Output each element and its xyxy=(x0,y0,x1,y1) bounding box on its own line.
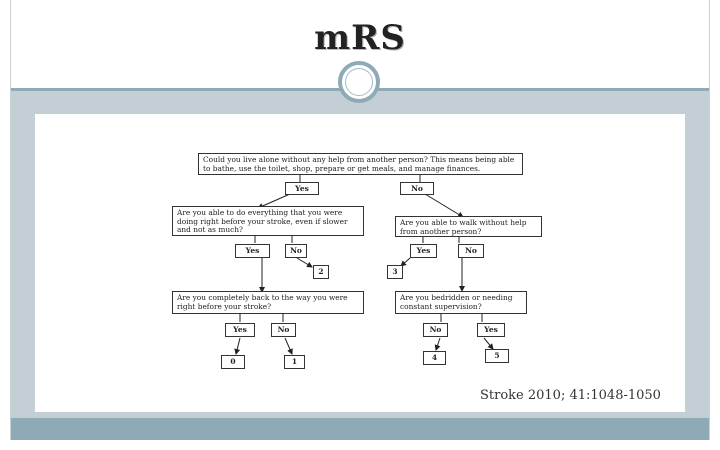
q4-yes-box: Yes xyxy=(225,323,255,337)
question-5-text: Are you bedridden or needing constant supervision? xyxy=(400,293,513,311)
connector xyxy=(285,338,292,354)
q3-yes-box: Yes xyxy=(410,244,437,258)
q2-no-box: No xyxy=(285,244,307,258)
q5-no-box: No xyxy=(423,323,448,337)
score-3-box: 3 xyxy=(387,265,403,279)
connector xyxy=(297,258,312,267)
score-0-box: 0 xyxy=(221,355,245,369)
connector xyxy=(236,338,240,354)
question-5 xyxy=(395,291,527,314)
question-4 xyxy=(172,291,364,314)
citation-text: Stroke 2010; 41:1048-1050 xyxy=(480,388,661,403)
q5-yes-box: Yes xyxy=(477,323,505,337)
connector xyxy=(436,338,440,350)
question-1 xyxy=(198,153,523,175)
score-2-box: 2 xyxy=(313,265,329,279)
q1-no-box: No xyxy=(400,182,434,195)
score-5-box: 5 xyxy=(485,349,509,363)
connector xyxy=(425,194,463,217)
q3-no-box: No xyxy=(458,244,484,258)
question-2-text: Are you able to do everything that you were doing right before your stroke, even if slower and not as much? xyxy=(177,208,348,235)
slide-title: mRS xyxy=(314,18,406,58)
question-4-text: Are you completely back to the way you were right before your stroke? xyxy=(177,293,348,311)
q1-yes-box: Yes xyxy=(285,182,319,195)
question-3-text: Are you able to walk without help from another person? xyxy=(400,218,527,236)
score-1-box: 1 xyxy=(284,355,305,369)
question-2 xyxy=(172,206,364,236)
connector xyxy=(484,338,493,349)
q2-yes-box: Yes xyxy=(235,244,270,258)
question-3 xyxy=(395,216,542,237)
score-4-box: 4 xyxy=(423,351,446,365)
q4-no-box: No xyxy=(271,323,296,337)
question-1-text: Could you live alone without any help from another person? This means being able to bathe, use the toilet, shop, prepare or get meals, and manage finances. xyxy=(203,155,515,173)
